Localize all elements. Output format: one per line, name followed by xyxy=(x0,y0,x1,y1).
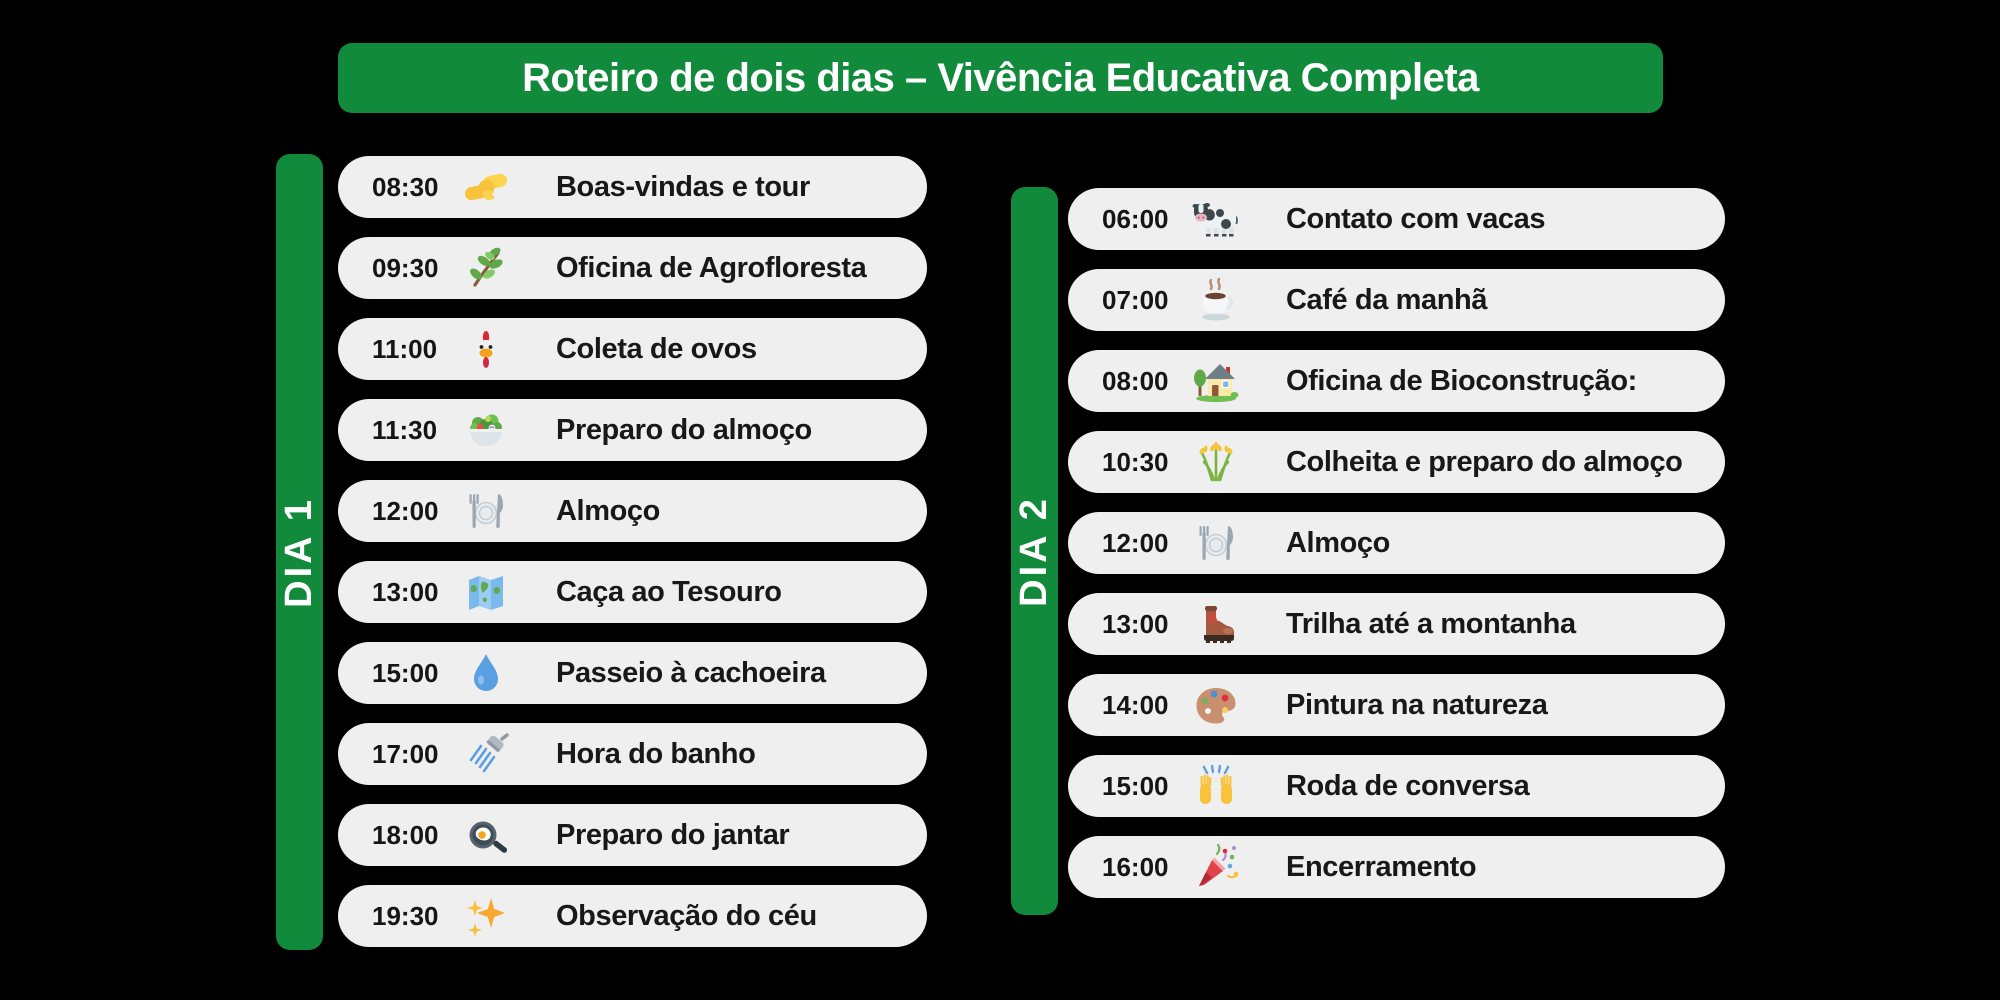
schedule-item xyxy=(338,885,927,947)
schedule-item xyxy=(338,480,927,542)
item-time: 09:30 xyxy=(372,252,439,283)
item-activity: Colheita e preparo do almoço xyxy=(1286,445,1683,478)
herb-icon xyxy=(462,244,510,292)
schedule-item xyxy=(1068,593,1725,655)
cow-icon xyxy=(1192,195,1240,243)
schedule-item xyxy=(338,237,927,299)
item-activity: Boas-vindas e tour xyxy=(556,170,810,203)
house-with-garden-icon xyxy=(1192,357,1240,405)
item-time: 06:00 xyxy=(1102,203,1169,234)
schedule-item xyxy=(1068,755,1725,817)
party-popper-icon xyxy=(1192,843,1240,891)
droplet-icon xyxy=(462,649,510,697)
hiking-boot-icon xyxy=(1192,600,1240,648)
schedule-item xyxy=(338,399,927,461)
day1-schedule-list xyxy=(338,156,927,947)
schedule-item xyxy=(1068,431,1725,493)
schedule-item xyxy=(338,561,927,623)
item-activity: Almoço xyxy=(1286,526,1390,559)
item-activity: Caça ao Tesouro xyxy=(556,575,782,608)
hot-beverage-icon xyxy=(1192,276,1240,324)
item-time: 16:00 xyxy=(1102,851,1169,882)
day1-label: DIA 1 xyxy=(278,496,321,608)
item-activity: Encerramento xyxy=(1286,850,1477,883)
green-salad-icon xyxy=(462,406,510,454)
sheaf-of-rice-icon xyxy=(1192,438,1240,486)
item-activity: Observação do céu xyxy=(556,899,817,932)
schedule-item xyxy=(1068,188,1725,250)
handshake-icon xyxy=(462,163,510,211)
schedule-item xyxy=(1068,836,1725,898)
item-time: 15:00 xyxy=(372,657,439,688)
item-activity: Preparo do almoço xyxy=(556,413,812,446)
page-title: Roteiro de dois dias – Vivência Educativa Completa xyxy=(522,55,1479,100)
day1-bar xyxy=(276,154,323,950)
item-activity: Passeio à cachoeira xyxy=(556,656,826,689)
world-map-icon xyxy=(462,568,510,616)
day2-label: DIA 2 xyxy=(1013,495,1056,607)
item-time: 15:00 xyxy=(1102,770,1169,801)
cooking-icon xyxy=(462,811,510,859)
shower-icon xyxy=(462,730,510,778)
item-time: 12:00 xyxy=(1102,527,1169,558)
fork-and-knife-with-plate-icon xyxy=(462,487,510,535)
chicken-icon xyxy=(462,325,510,373)
day2-schedule-list xyxy=(1068,188,1725,898)
item-activity: Almoço xyxy=(556,494,660,527)
schedule-item xyxy=(1068,674,1725,736)
item-time: 11:30 xyxy=(372,414,438,445)
item-activity: Contato com vacas xyxy=(1286,202,1546,235)
item-activity: Café da manhã xyxy=(1286,283,1488,316)
item-activity: Preparo do jantar xyxy=(556,818,790,851)
schedule-item xyxy=(338,642,927,704)
item-time: 10:30 xyxy=(1102,446,1169,477)
item-activity: Trilha até a montanha xyxy=(1286,607,1576,640)
item-time: 12:00 xyxy=(372,495,439,526)
title-banner xyxy=(338,43,1663,113)
schedule-item xyxy=(338,804,927,866)
fork-and-knife-with-plate-icon xyxy=(1192,519,1240,567)
item-activity: Coleta de ovos xyxy=(556,332,757,365)
artist-palette-icon xyxy=(1192,681,1240,729)
item-time: 13:00 xyxy=(372,576,439,607)
schedule-item xyxy=(1068,350,1725,412)
item-time: 14:00 xyxy=(1102,689,1169,720)
item-activity: Oficina de Agrofloresta xyxy=(556,251,867,284)
item-time: 13:00 xyxy=(1102,608,1169,639)
schedule-item xyxy=(338,318,927,380)
item-time: 17:00 xyxy=(372,738,439,769)
item-time: 11:00 xyxy=(372,333,438,364)
item-time: 19:30 xyxy=(372,900,439,931)
item-time: 07:00 xyxy=(1102,284,1169,315)
schedule-item xyxy=(338,723,927,785)
schedule-item xyxy=(1068,512,1725,574)
day2-bar xyxy=(1011,187,1058,915)
item-activity: Pintura na natureza xyxy=(1286,688,1548,721)
item-activity: Oficina de Bioconstrução: xyxy=(1286,364,1637,397)
item-time: 18:00 xyxy=(372,819,439,850)
schedule-item xyxy=(338,156,927,218)
item-time: 08:30 xyxy=(372,171,439,202)
item-activity: Hora do banho xyxy=(556,737,756,770)
schedule-item xyxy=(1068,269,1725,331)
raising-hands-icon xyxy=(1192,762,1240,810)
item-activity: Roda de conversa xyxy=(1286,769,1530,802)
sparkles-icon xyxy=(462,892,510,940)
item-time: 08:00 xyxy=(1102,365,1169,396)
